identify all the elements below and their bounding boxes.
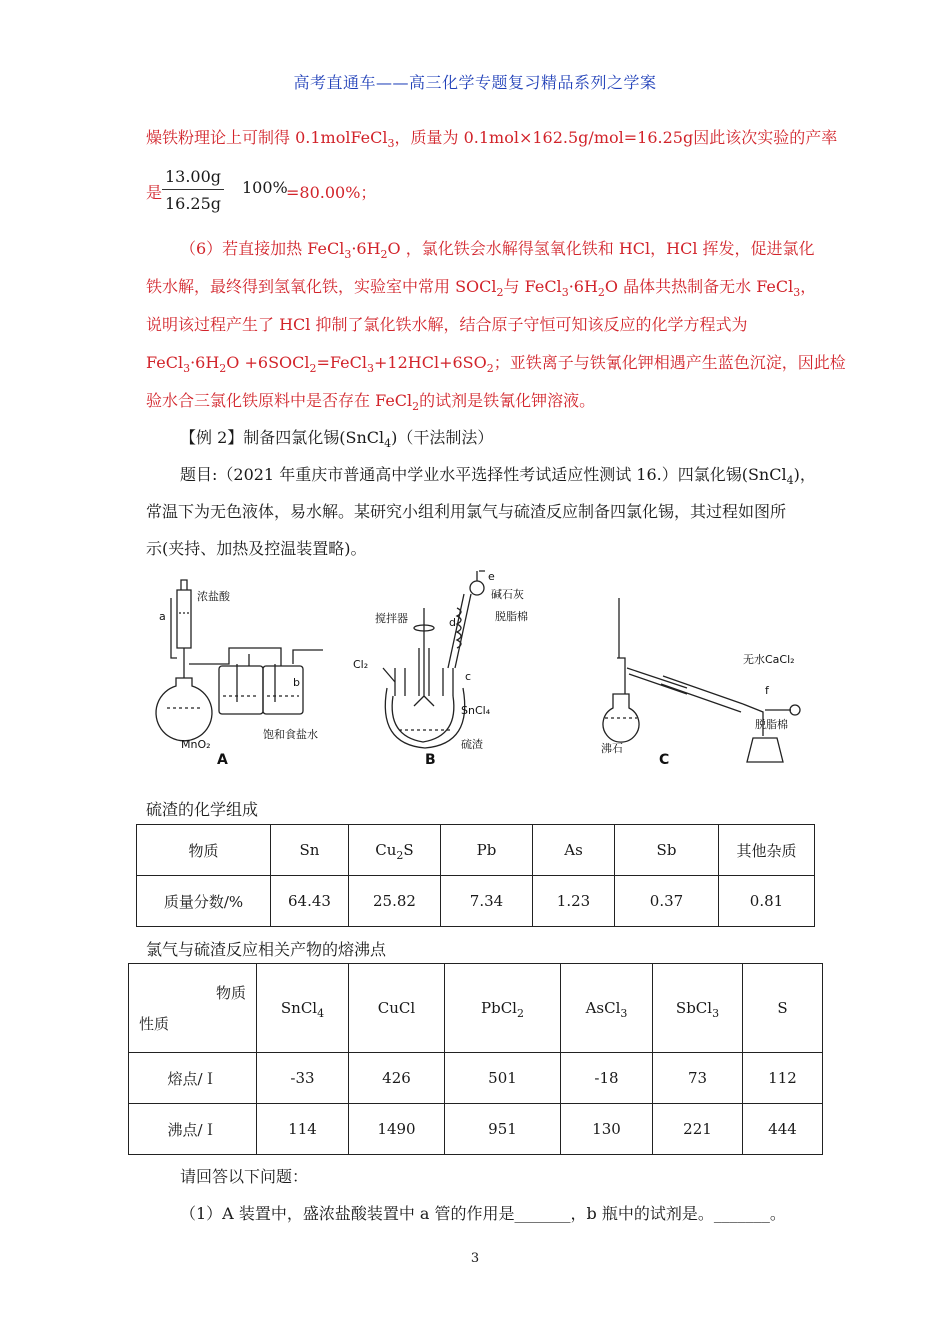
label-mno2: MnO₂ [181,738,211,751]
label-sncl4: SnCl₄ [461,704,491,717]
table-row [129,964,823,1053]
header-cell: 物质 [137,825,271,876]
table-cell: 112 [743,1053,823,1104]
label-hcl: 浓盐酸 [197,590,230,603]
row-label: 质量分数/% [137,876,271,927]
page-number: 3 [470,1251,480,1266]
label-b: b [293,676,300,689]
table-cell: 0.81 [719,876,815,927]
example-paragraph-line3: 示(夹持、加热及控温装置略)。 [146,539,367,558]
header-cell: AsCl$_3$ [561,964,653,1053]
label-cacl2: 无水CaCl₂ [743,653,795,666]
corner-diagonal [129,964,256,1052]
fraction-numerator: 13.00g [162,167,224,190]
table-row [129,1104,823,1155]
row-label: 沸点/Ｉ [129,1104,257,1155]
header-cell: As [533,825,615,876]
table-cell: 426 [349,1053,445,1104]
table2-caption: 氯气与硫渣反应相关产物的熔沸点 [146,940,387,959]
page-header: 高考直通车——高三化学专题复习精品系列之学案 [293,73,657,92]
melting-boiling-table [128,963,823,1155]
label-brine: 饱和食盐水 [263,728,318,741]
header-cell: S [743,964,823,1053]
label-B: B [425,752,436,768]
header-cell: CuCl [349,964,445,1053]
example-paragraph-line1: 题目:（2021 年重庆市普通高中学业水平选择性考试适应性测试 16.）四氯化锡(SnCl$_4$)， [180,465,816,487]
label-slag: 硫渣 [461,738,483,751]
label-A: A [217,752,228,768]
label-e: e [488,570,495,583]
yield-result: =80.00%； [286,183,377,202]
answer6-line5: 验水合三氯化铁原料中是否存在 FeCl$_2$的试剂是铁氰化钾溶液。 [146,391,596,413]
diagonal-line [129,964,256,1052]
answer5-shi: 是 [146,183,163,202]
row-label: 熔点/Ｉ [129,1053,257,1104]
label-d: d [449,616,456,629]
header-cell: Sn [271,825,349,876]
header-cell: Sb [615,825,719,876]
table-cell: 0.37 [615,876,719,927]
table-cell: 73 [653,1053,743,1104]
apparatus-b [383,571,485,748]
table1-caption: 硫渣的化学组成 [146,800,259,819]
answer6-line2: 铁水解，最终得到氢氧化铁，实验室中常用 SOCl$_2$与 $FeCl_3\cdot 6H_2O$ 晶体共热制备无水 FeCl$_3$， [146,277,817,299]
example-paragraph-line2: 常温下为无色液体，易水解。某研究小组利用氯气与硫渣反应制备四氯化锡，其过程如图所 [146,502,787,521]
header-cell: $Cu_2S$ [349,825,441,876]
example-title: 【例 2】制备四氯化锡(SnCl$_4$)（干法制法） [180,428,494,450]
table-cell: 25.82 [349,876,441,927]
header-cell: 其他杂质 [719,825,815,876]
label-cotton2: 脱脂棉 [755,718,788,731]
answer5-line1: 燥铁粉理论上可制得 0.1molFeCl$_3$，质量为 0.1mol×162.5g/mol=16.25g因此该次实验的产率 [146,128,838,150]
question-intro: 请回答以下问题： [180,1167,309,1186]
table-cell: 1.23 [533,876,615,927]
table-row [137,876,815,927]
table-cell: 130 [561,1104,653,1155]
label-soda: 碱石灰 [491,588,524,601]
question-1: （1）A 装置中，盛浓盐酸装置中 a 管的作用是_______，b 瓶中的试剂是。_______。 [180,1204,786,1223]
label-stirrer: 搅拌器 [375,612,408,625]
corner-cell: 物质 性质 [129,964,257,1053]
table-cell: 951 [445,1104,561,1155]
label-cl2: Cl₂ [353,658,369,671]
table-cell: 7.34 [441,876,533,927]
answer6-line3: 说明该过程产生了 HCl 抑制了氯化铁水解，结合原子守恒可知该反应的化学方程式为 [146,315,748,334]
table-cell: 444 [743,1104,823,1155]
table-cell: 64.43 [271,876,349,927]
label-cotton1: 脱脂棉 [495,610,528,623]
header-cell: Pb [441,825,533,876]
apparatus-c [603,598,800,762]
table-row [129,1053,823,1104]
header-cell: SbCl$_3$ [653,964,743,1053]
table-cell: 501 [445,1053,561,1104]
apparatus-diagram [143,568,811,778]
label-C: C [659,752,670,768]
label-c: c [465,670,472,683]
table-cell: 114 [257,1104,349,1155]
label-stone: 沸石 [601,742,623,755]
table-cell: 1490 [349,1104,445,1155]
answer6-line1: （6）若直接加热 $FeCl_3\cdot 6H_2O$ ，氯化铁会水解得氢氧化铁和 HCl，HCl 挥发，促进氯化 [180,239,815,261]
header-cell: PbCl$_2$ [445,964,561,1053]
table-cell: 221 [653,1104,743,1155]
table-cell: -33 [257,1053,349,1104]
label-f: f [765,684,769,697]
slag-composition-table [136,824,815,927]
label-a: a [159,610,166,623]
table-cell: -18 [561,1053,653,1104]
apparatus-a [156,580,323,741]
header-cell: SnCl$_4$ [257,964,349,1053]
yield-fraction [162,167,224,213]
table-row [137,825,815,876]
percent-factor: 100% [242,178,288,197]
fraction-denominator: 16.25g [164,194,222,213]
answer6-line4: $FeCl_3\cdot 6H_2O$ $+6SOCl_2=FeCl_3+12HCl+6SO_2$；亚铁离子与铁氰化钾相遇产生蓝色沉淀，因此检 [146,353,846,375]
